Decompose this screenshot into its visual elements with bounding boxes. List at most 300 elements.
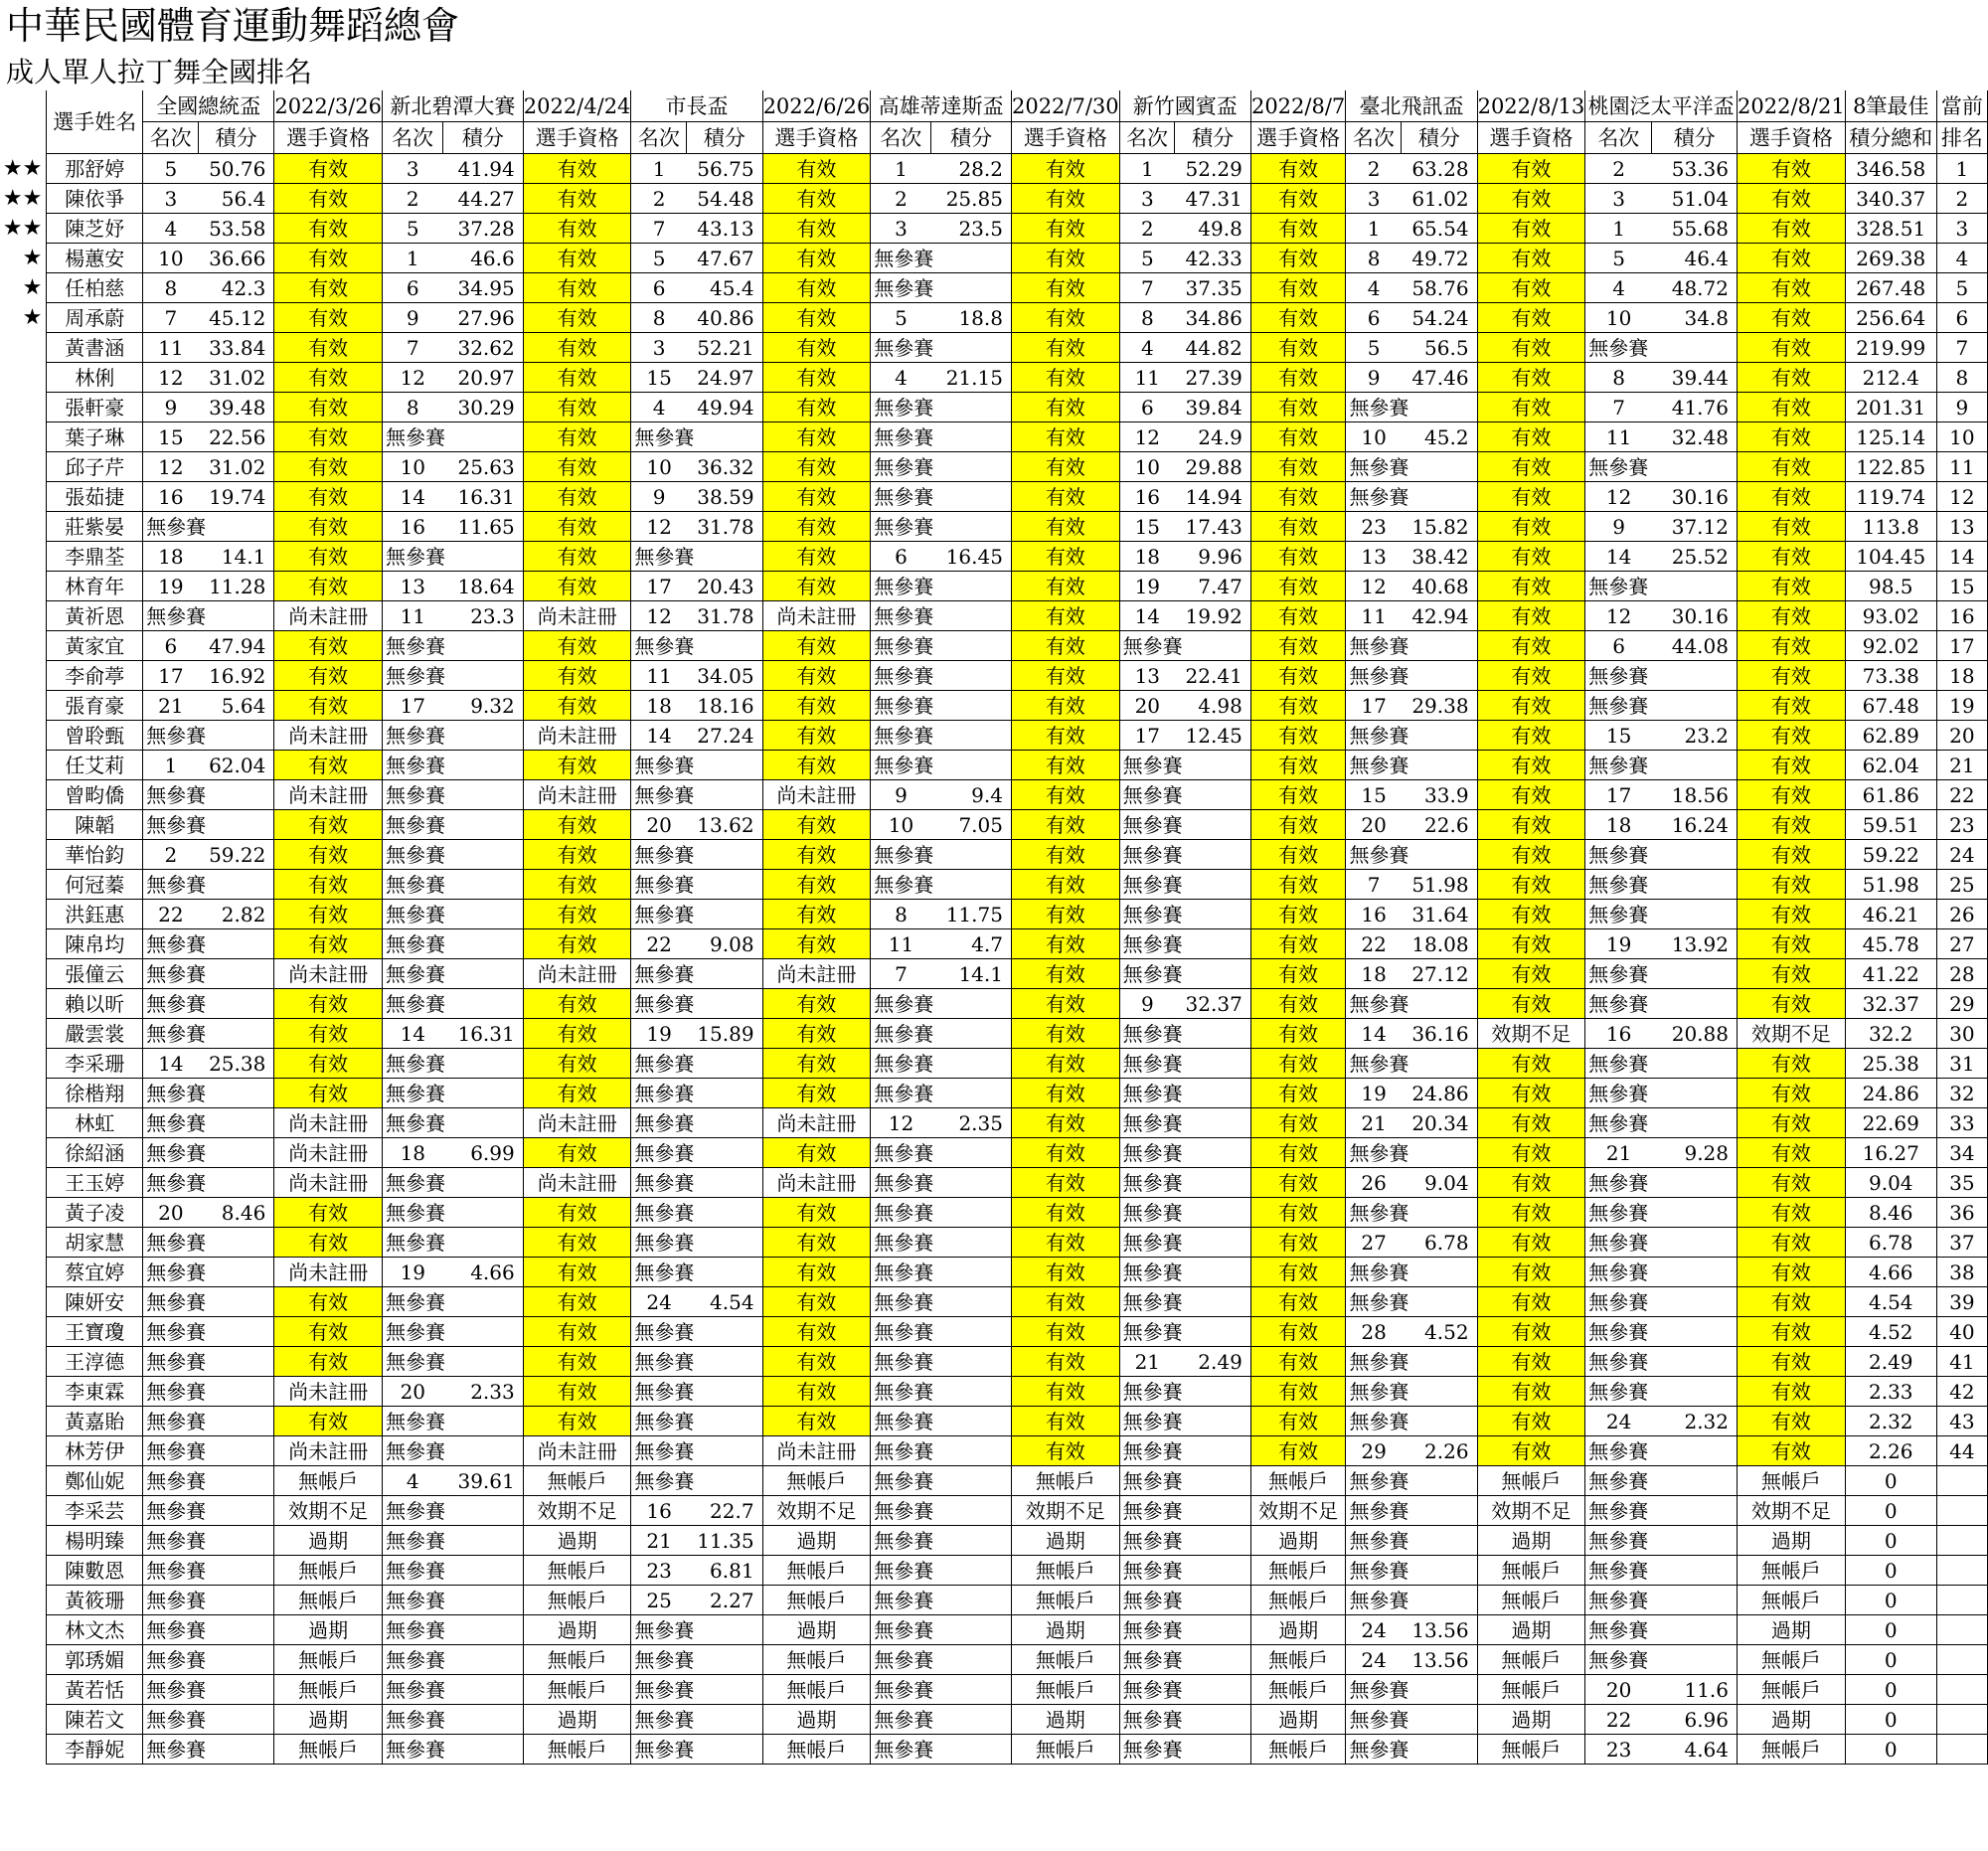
player-name: 楊明臻 (47, 1526, 143, 1556)
score-cell: 31.78 (687, 601, 762, 631)
player-name: 葉子琳 (47, 422, 143, 452)
current-rank-cell: 40 (1936, 1317, 1987, 1347)
current-rank-cell: 30 (1936, 1019, 1987, 1049)
column-header-date: 2022/6/26 (762, 90, 871, 122)
rank-cell: 5 (383, 214, 443, 244)
no-entry-cell: 無參賽 (631, 1735, 762, 1765)
star-badge (0, 1019, 47, 1049)
no-entry-cell: 無參賽 (383, 542, 524, 572)
no-entry-cell: 無參賽 (1346, 1675, 1477, 1705)
score-cell: 24.97 (687, 363, 762, 393)
eligibility-cell: 無帳戶 (1011, 1556, 1119, 1586)
eligibility-cell: 尚未註冊 (274, 780, 383, 810)
score-cell: 14.94 (1175, 482, 1250, 512)
no-entry-cell: 無參賽 (1585, 1228, 1738, 1258)
star-badge (0, 1228, 47, 1258)
current-rank-cell: 44 (1936, 1436, 1987, 1466)
eligibility-cell: 無帳戶 (523, 1735, 631, 1765)
no-entry-cell: 無參賽 (871, 572, 1012, 601)
no-entry-cell: 無參賽 (871, 1705, 1012, 1735)
rank-cell: 3 (143, 184, 199, 214)
eligibility-cell: 無帳戶 (1250, 1645, 1346, 1675)
rank-cell: 17 (631, 572, 687, 601)
table-row (0, 1079, 1988, 1108)
eligibility-cell: 有效 (1250, 661, 1346, 691)
eligibility-cell: 有效 (1477, 393, 1585, 422)
no-entry-cell: 無參賽 (1585, 1377, 1738, 1407)
score-cell: 17.43 (1175, 512, 1250, 542)
eligibility-cell: 有效 (1250, 184, 1346, 214)
eligibility-cell: 有效 (1477, 989, 1585, 1019)
current-rank-cell: 5 (1936, 273, 1987, 303)
eligibility-cell: 有效 (1477, 1228, 1585, 1258)
star-badge (0, 1466, 47, 1496)
no-entry-cell: 無參賽 (143, 1079, 274, 1108)
player-name: 王玉婷 (47, 1168, 143, 1198)
score-cell: 21.15 (931, 363, 1012, 393)
eligibility-cell: 有效 (762, 1019, 871, 1049)
no-entry-cell: 無參賽 (871, 1258, 1012, 1287)
score-cell: 13.62 (687, 810, 762, 840)
score-cell: 56.75 (687, 154, 762, 184)
player-name: 李東霖 (47, 1377, 143, 1407)
eligibility-cell: 有效 (1738, 780, 1846, 810)
score-cell: 32.37 (1175, 989, 1250, 1019)
score-cell: 11.6 (1652, 1675, 1738, 1705)
eligibility-cell: 有效 (523, 929, 631, 959)
star-badge (0, 393, 47, 422)
table-row (0, 1556, 1988, 1586)
total-score-cell: 93.02 (1845, 601, 1936, 631)
no-entry-cell: 無參賽 (383, 1347, 524, 1377)
score-cell: 20.97 (443, 363, 524, 393)
eligibility-cell: 有效 (1250, 989, 1346, 1019)
player-name: 陳妍安 (47, 1287, 143, 1317)
rank-cell: 12 (631, 512, 687, 542)
no-entry-cell: 無參賽 (383, 1496, 524, 1526)
star-badge (0, 542, 47, 572)
rank-cell: 8 (1119, 303, 1175, 333)
score-cell: 56.4 (199, 184, 274, 214)
eligibility-cell: 無帳戶 (1011, 1586, 1119, 1615)
no-entry-cell: 無參賽 (143, 1466, 274, 1496)
score-cell: 18.16 (687, 691, 762, 721)
player-name: 曾畇僑 (47, 780, 143, 810)
rank-cell: 14 (383, 1019, 443, 1049)
eligibility-cell: 有效 (1011, 542, 1119, 572)
player-name: 嚴雲裳 (47, 1019, 143, 1049)
player-name: 周承蔚 (47, 303, 143, 333)
no-entry-cell: 無參賽 (143, 929, 274, 959)
score-cell: 50.76 (199, 154, 274, 184)
column-header-eligibility: 選手資格 (1011, 122, 1119, 154)
no-entry-cell: 無參賽 (143, 601, 274, 631)
score-cell: 53.58 (199, 214, 274, 244)
rank-cell: 7 (1119, 273, 1175, 303)
score-cell: 37.35 (1175, 273, 1250, 303)
eligibility-cell: 無帳戶 (1477, 1645, 1585, 1675)
eligibility-cell: 有效 (1011, 900, 1119, 929)
no-entry-cell: 無參賽 (871, 1407, 1012, 1436)
no-entry-cell: 無參賽 (1346, 1526, 1477, 1556)
eligibility-cell: 有效 (1477, 959, 1585, 989)
rank-cell: 8 (1585, 363, 1652, 393)
current-rank-cell: 16 (1936, 601, 1987, 631)
eligibility-cell: 有效 (762, 989, 871, 1019)
eligibility-cell: 有效 (1250, 542, 1346, 572)
rank-cell: 4 (631, 393, 687, 422)
star-badge (0, 810, 47, 840)
eligibility-cell: 有效 (274, 840, 383, 870)
eligibility-cell: 有效 (274, 184, 383, 214)
eligibility-cell: 尚未註冊 (762, 1168, 871, 1198)
eligibility-cell: 有效 (1738, 840, 1846, 870)
score-cell: 13.56 (1402, 1645, 1477, 1675)
column-header-date: 2022/7/30 (1011, 90, 1119, 122)
eligibility-cell: 有效 (762, 422, 871, 452)
rank-cell: 23 (1346, 512, 1402, 542)
no-entry-cell: 無參賽 (383, 1705, 524, 1735)
table-row (0, 482, 1988, 512)
player-name: 曾聆甄 (47, 721, 143, 751)
score-cell: 36.66 (199, 244, 274, 273)
eligibility-cell: 尚未註冊 (274, 721, 383, 751)
eligibility-cell: 過期 (762, 1615, 871, 1645)
rank-cell: 6 (143, 631, 199, 661)
current-rank-cell: 36 (1936, 1198, 1987, 1228)
score-cell: 22.41 (1175, 661, 1250, 691)
eligibility-cell: 有效 (1477, 303, 1585, 333)
column-header-rank: 名次 (143, 122, 199, 154)
rank-cell: 29 (1346, 1436, 1402, 1466)
eligibility-cell: 有效 (1738, 721, 1846, 751)
eligibility-cell: 有效 (1477, 1377, 1585, 1407)
eligibility-cell: 有效 (1477, 870, 1585, 900)
eligibility-cell: 有效 (1738, 661, 1846, 691)
score-cell: 11.65 (443, 512, 524, 542)
player-name: 蔡宜婷 (47, 1258, 143, 1287)
table-row (0, 184, 1988, 214)
player-name: 華怡鈞 (47, 840, 143, 870)
no-entry-cell: 無參賽 (383, 1615, 524, 1645)
eligibility-cell: 有效 (1477, 1168, 1585, 1198)
no-entry-cell: 無參賽 (871, 422, 1012, 452)
eligibility-cell: 有效 (1477, 244, 1585, 273)
eligibility-cell: 有效 (523, 542, 631, 572)
no-entry-cell: 無參賽 (1346, 1407, 1477, 1436)
eligibility-cell: 有效 (274, 989, 383, 1019)
rank-cell: 1 (1346, 214, 1402, 244)
score-cell: 54.48 (687, 184, 762, 214)
rank-cell: 22 (631, 929, 687, 959)
page-title: 中華民國體育運動舞蹈總會 (6, 4, 460, 48)
eligibility-cell: 有效 (274, 303, 383, 333)
player-name: 張育豪 (47, 691, 143, 721)
score-cell: 25.85 (931, 184, 1012, 214)
total-score-cell: 328.51 (1845, 214, 1936, 244)
score-cell: 43.13 (687, 214, 762, 244)
player-name: 任艾莉 (47, 751, 143, 780)
table-row (0, 1586, 1988, 1615)
page-subtitle: 成人單人拉丁舞全國排名 (6, 56, 313, 88)
player-name: 何冠蓁 (47, 870, 143, 900)
no-entry-cell: 無參賽 (871, 1496, 1012, 1526)
eligibility-cell: 有效 (1011, 244, 1119, 273)
score-cell: 9.08 (687, 929, 762, 959)
eligibility-cell: 有效 (523, 572, 631, 601)
eligibility-cell: 有效 (274, 1347, 383, 1377)
rank-cell: 8 (1346, 244, 1402, 273)
rank-cell: 15 (1346, 780, 1402, 810)
eligibility-cell: 有效 (762, 661, 871, 691)
total-score-cell: 92.02 (1845, 631, 1936, 661)
eligibility-cell: 有效 (274, 1407, 383, 1436)
player-name: 黃若恬 (47, 1675, 143, 1705)
no-entry-cell: 無參賽 (383, 900, 524, 929)
eligibility-cell: 過期 (274, 1615, 383, 1645)
eligibility-cell: 有效 (1477, 1108, 1585, 1138)
score-cell: 33.9 (1402, 780, 1477, 810)
eligibility-cell: 有效 (1738, 929, 1846, 959)
eligibility-cell: 有效 (1738, 572, 1846, 601)
eligibility-cell: 有效 (523, 1287, 631, 1317)
no-entry-cell: 無參賽 (1585, 1436, 1738, 1466)
eligibility-cell: 有效 (1477, 810, 1585, 840)
no-entry-cell: 無參賽 (1585, 452, 1738, 482)
eligibility-cell: 有效 (762, 1198, 871, 1228)
total-score-cell: 73.38 (1845, 661, 1936, 691)
no-entry-cell: 無參賽 (871, 631, 1012, 661)
no-entry-cell: 無參賽 (1119, 1556, 1250, 1586)
eligibility-cell: 有效 (1477, 1138, 1585, 1168)
no-entry-cell: 無參賽 (631, 1258, 762, 1287)
star-badge: ★★ (2, 155, 43, 181)
score-cell: 18.64 (443, 572, 524, 601)
total-score-cell: 125.14 (1845, 422, 1936, 452)
table-row (0, 1526, 1988, 1556)
no-entry-cell: 無參賽 (383, 1198, 524, 1228)
eligibility-cell: 有效 (1738, 1138, 1846, 1168)
eligibility-cell: 有效 (1477, 333, 1585, 363)
rank-cell: 17 (1585, 780, 1652, 810)
eligibility-cell: 有效 (762, 900, 871, 929)
no-entry-cell: 無參賽 (383, 1645, 524, 1675)
eligibility-cell: 有效 (274, 631, 383, 661)
eligibility-cell: 過期 (1250, 1705, 1346, 1735)
current-rank-cell: 41 (1936, 1347, 1987, 1377)
table-row (0, 542, 1988, 572)
eligibility-cell: 尚未註冊 (523, 780, 631, 810)
eligibility-cell: 有效 (762, 1228, 871, 1258)
eligibility-cell: 有效 (274, 363, 383, 393)
no-entry-cell: 無參賽 (143, 1168, 274, 1198)
star-badge (0, 1198, 47, 1228)
player-name: 鄭仙妮 (47, 1466, 143, 1496)
current-rank-cell: 20 (1936, 721, 1987, 751)
rank-cell: 9 (143, 393, 199, 422)
table-row (0, 1019, 1988, 1049)
eligibility-cell: 無帳戶 (1477, 1586, 1585, 1615)
score-cell: 48.72 (1652, 273, 1738, 303)
star-badge (0, 1317, 47, 1347)
eligibility-cell: 有效 (762, 810, 871, 840)
no-entry-cell: 無參賽 (383, 1407, 524, 1436)
eligibility-cell: 有效 (1011, 1168, 1119, 1198)
eligibility-cell: 有效 (1477, 751, 1585, 780)
eligibility-cell: 有效 (1738, 1108, 1846, 1138)
no-entry-cell: 無參賽 (383, 1526, 524, 1556)
eligibility-cell: 有效 (523, 1317, 631, 1347)
no-entry-cell: 無參賽 (871, 1198, 1012, 1228)
score-cell: 23.3 (443, 601, 524, 631)
eligibility-cell: 有效 (1250, 1019, 1346, 1049)
score-cell: 56.5 (1402, 333, 1477, 363)
total-score-cell: 46.21 (1845, 900, 1936, 929)
eligibility-cell: 無帳戶 (762, 1735, 871, 1765)
eligibility-cell: 有效 (762, 512, 871, 542)
score-cell: 4.64 (1652, 1735, 1738, 1765)
rank-cell: 7 (631, 214, 687, 244)
eligibility-cell: 有效 (1011, 1108, 1119, 1138)
current-rank-cell: 2 (1936, 184, 1987, 214)
eligibility-cell: 有效 (1011, 1198, 1119, 1228)
rank-cell: 10 (383, 452, 443, 482)
current-rank-cell: 39 (1936, 1287, 1987, 1317)
eligibility-cell: 效期不足 (523, 1496, 631, 1526)
eligibility-cell: 有效 (1738, 1317, 1846, 1347)
rank-cell: 24 (1585, 1407, 1652, 1436)
no-entry-cell: 無參賽 (1346, 1466, 1477, 1496)
no-entry-cell: 無參賽 (1585, 572, 1738, 601)
current-rank-cell: 31 (1936, 1049, 1987, 1079)
eligibility-cell: 尚未註冊 (274, 959, 383, 989)
total-score-cell: 0 (1845, 1526, 1936, 1556)
eligibility-cell: 有效 (523, 303, 631, 333)
player-name: 李俞葶 (47, 661, 143, 691)
eligibility-cell: 尚未註冊 (274, 601, 383, 631)
total-score-cell: 59.22 (1845, 840, 1936, 870)
star-badge (0, 1496, 47, 1526)
eligibility-cell: 有效 (1477, 1347, 1585, 1377)
total-score-cell: 0 (1845, 1645, 1936, 1675)
no-entry-cell: 無參賽 (1585, 1615, 1738, 1645)
score-cell: 38.42 (1402, 542, 1477, 572)
eligibility-cell: 無帳戶 (1477, 1675, 1585, 1705)
column-header-competition: 全國總統盃 (143, 90, 274, 122)
no-entry-cell: 無參賽 (1119, 1138, 1250, 1168)
rank-cell: 2 (631, 184, 687, 214)
player-name: 陳芝妤 (47, 214, 143, 244)
table-row (0, 1436, 1988, 1466)
column-header-score: 積分 (1402, 122, 1477, 154)
no-entry-cell: 無參賽 (1585, 1586, 1738, 1615)
no-entry-cell: 無參賽 (1119, 1287, 1250, 1317)
no-entry-cell: 無參賽 (1119, 1198, 1250, 1228)
current-rank-cell (1936, 1496, 1987, 1526)
eligibility-cell: 有效 (1250, 273, 1346, 303)
rank-cell: 21 (143, 691, 199, 721)
star-badge (0, 1705, 47, 1735)
score-cell: 33.84 (199, 333, 274, 363)
no-entry-cell: 無參賽 (631, 1675, 762, 1705)
no-entry-cell: 無參賽 (1585, 1168, 1738, 1198)
no-entry-cell: 無參賽 (143, 1377, 274, 1407)
no-entry-cell: 無參賽 (1585, 1049, 1738, 1079)
eligibility-cell: 有效 (762, 542, 871, 572)
star-badge (0, 601, 47, 631)
no-entry-cell: 無參賽 (1119, 631, 1250, 661)
eligibility-cell: 無帳戶 (1477, 1556, 1585, 1586)
eligibility-cell: 有效 (274, 482, 383, 512)
eligibility-cell: 有效 (1011, 1019, 1119, 1049)
score-cell: 6.78 (1402, 1228, 1477, 1258)
rank-cell: 8 (871, 900, 931, 929)
eligibility-cell: 有效 (1477, 1317, 1585, 1347)
eligibility-cell: 有效 (1738, 542, 1846, 572)
eligibility-cell: 有效 (1011, 840, 1119, 870)
eligibility-cell: 有效 (1738, 751, 1846, 780)
score-cell: 32.48 (1652, 422, 1738, 452)
column-header-competition: 高雄蒂達斯盃 (871, 90, 1012, 122)
no-entry-cell: 無參賽 (871, 691, 1012, 721)
no-entry-cell: 無參賽 (871, 751, 1012, 780)
eligibility-cell: 有效 (1738, 1347, 1846, 1377)
eligibility-cell: 有效 (1477, 1407, 1585, 1436)
eligibility-cell: 有效 (1738, 959, 1846, 989)
eligibility-cell: 無帳戶 (762, 1675, 871, 1705)
rank-cell: 11 (631, 661, 687, 691)
rank-cell: 1 (1585, 214, 1652, 244)
column-header-eligibility: 選手資格 (1477, 122, 1585, 154)
no-entry-cell: 無參賽 (871, 721, 1012, 751)
total-score-cell: 4.66 (1845, 1258, 1936, 1287)
score-cell: 45.12 (199, 303, 274, 333)
eligibility-cell: 有效 (523, 393, 631, 422)
no-entry-cell: 無參賽 (1346, 1705, 1477, 1735)
no-entry-cell: 無參賽 (1119, 1496, 1250, 1526)
score-cell: 41.94 (443, 154, 524, 184)
eligibility-cell: 無帳戶 (1011, 1645, 1119, 1675)
score-cell: 42.94 (1402, 601, 1477, 631)
eligibility-cell: 尚未註冊 (762, 1436, 871, 1466)
no-entry-cell: 無參賽 (1119, 751, 1250, 780)
no-entry-cell: 無參賽 (1119, 1228, 1250, 1258)
eligibility-cell: 過期 (1011, 1526, 1119, 1556)
rank-cell: 25 (631, 1586, 687, 1615)
eligibility-cell: 無帳戶 (1250, 1735, 1346, 1765)
current-rank-cell: 9 (1936, 393, 1987, 422)
rank-cell: 3 (631, 333, 687, 363)
eligibility-cell: 過期 (762, 1526, 871, 1556)
current-rank-cell: 29 (1936, 989, 1987, 1019)
eligibility-cell: 有效 (762, 303, 871, 333)
rank-cell: 15 (1119, 512, 1175, 542)
column-header-date: 2022/8/13 (1477, 90, 1585, 122)
no-entry-cell: 無參賽 (1585, 1317, 1738, 1347)
eligibility-cell: 有效 (1011, 1138, 1119, 1168)
total-score-cell: 25.38 (1845, 1049, 1936, 1079)
eligibility-cell: 有效 (1011, 363, 1119, 393)
table-row (0, 1675, 1988, 1705)
star-badge (0, 780, 47, 810)
eligibility-cell: 有效 (274, 1317, 383, 1347)
score-cell: 4.98 (1175, 691, 1250, 721)
eligibility-cell: 尚未註冊 (523, 959, 631, 989)
no-entry-cell: 無參賽 (1346, 989, 1477, 1019)
player-name: 王淳德 (47, 1347, 143, 1377)
star-badge (0, 959, 47, 989)
score-cell: 16.31 (443, 482, 524, 512)
